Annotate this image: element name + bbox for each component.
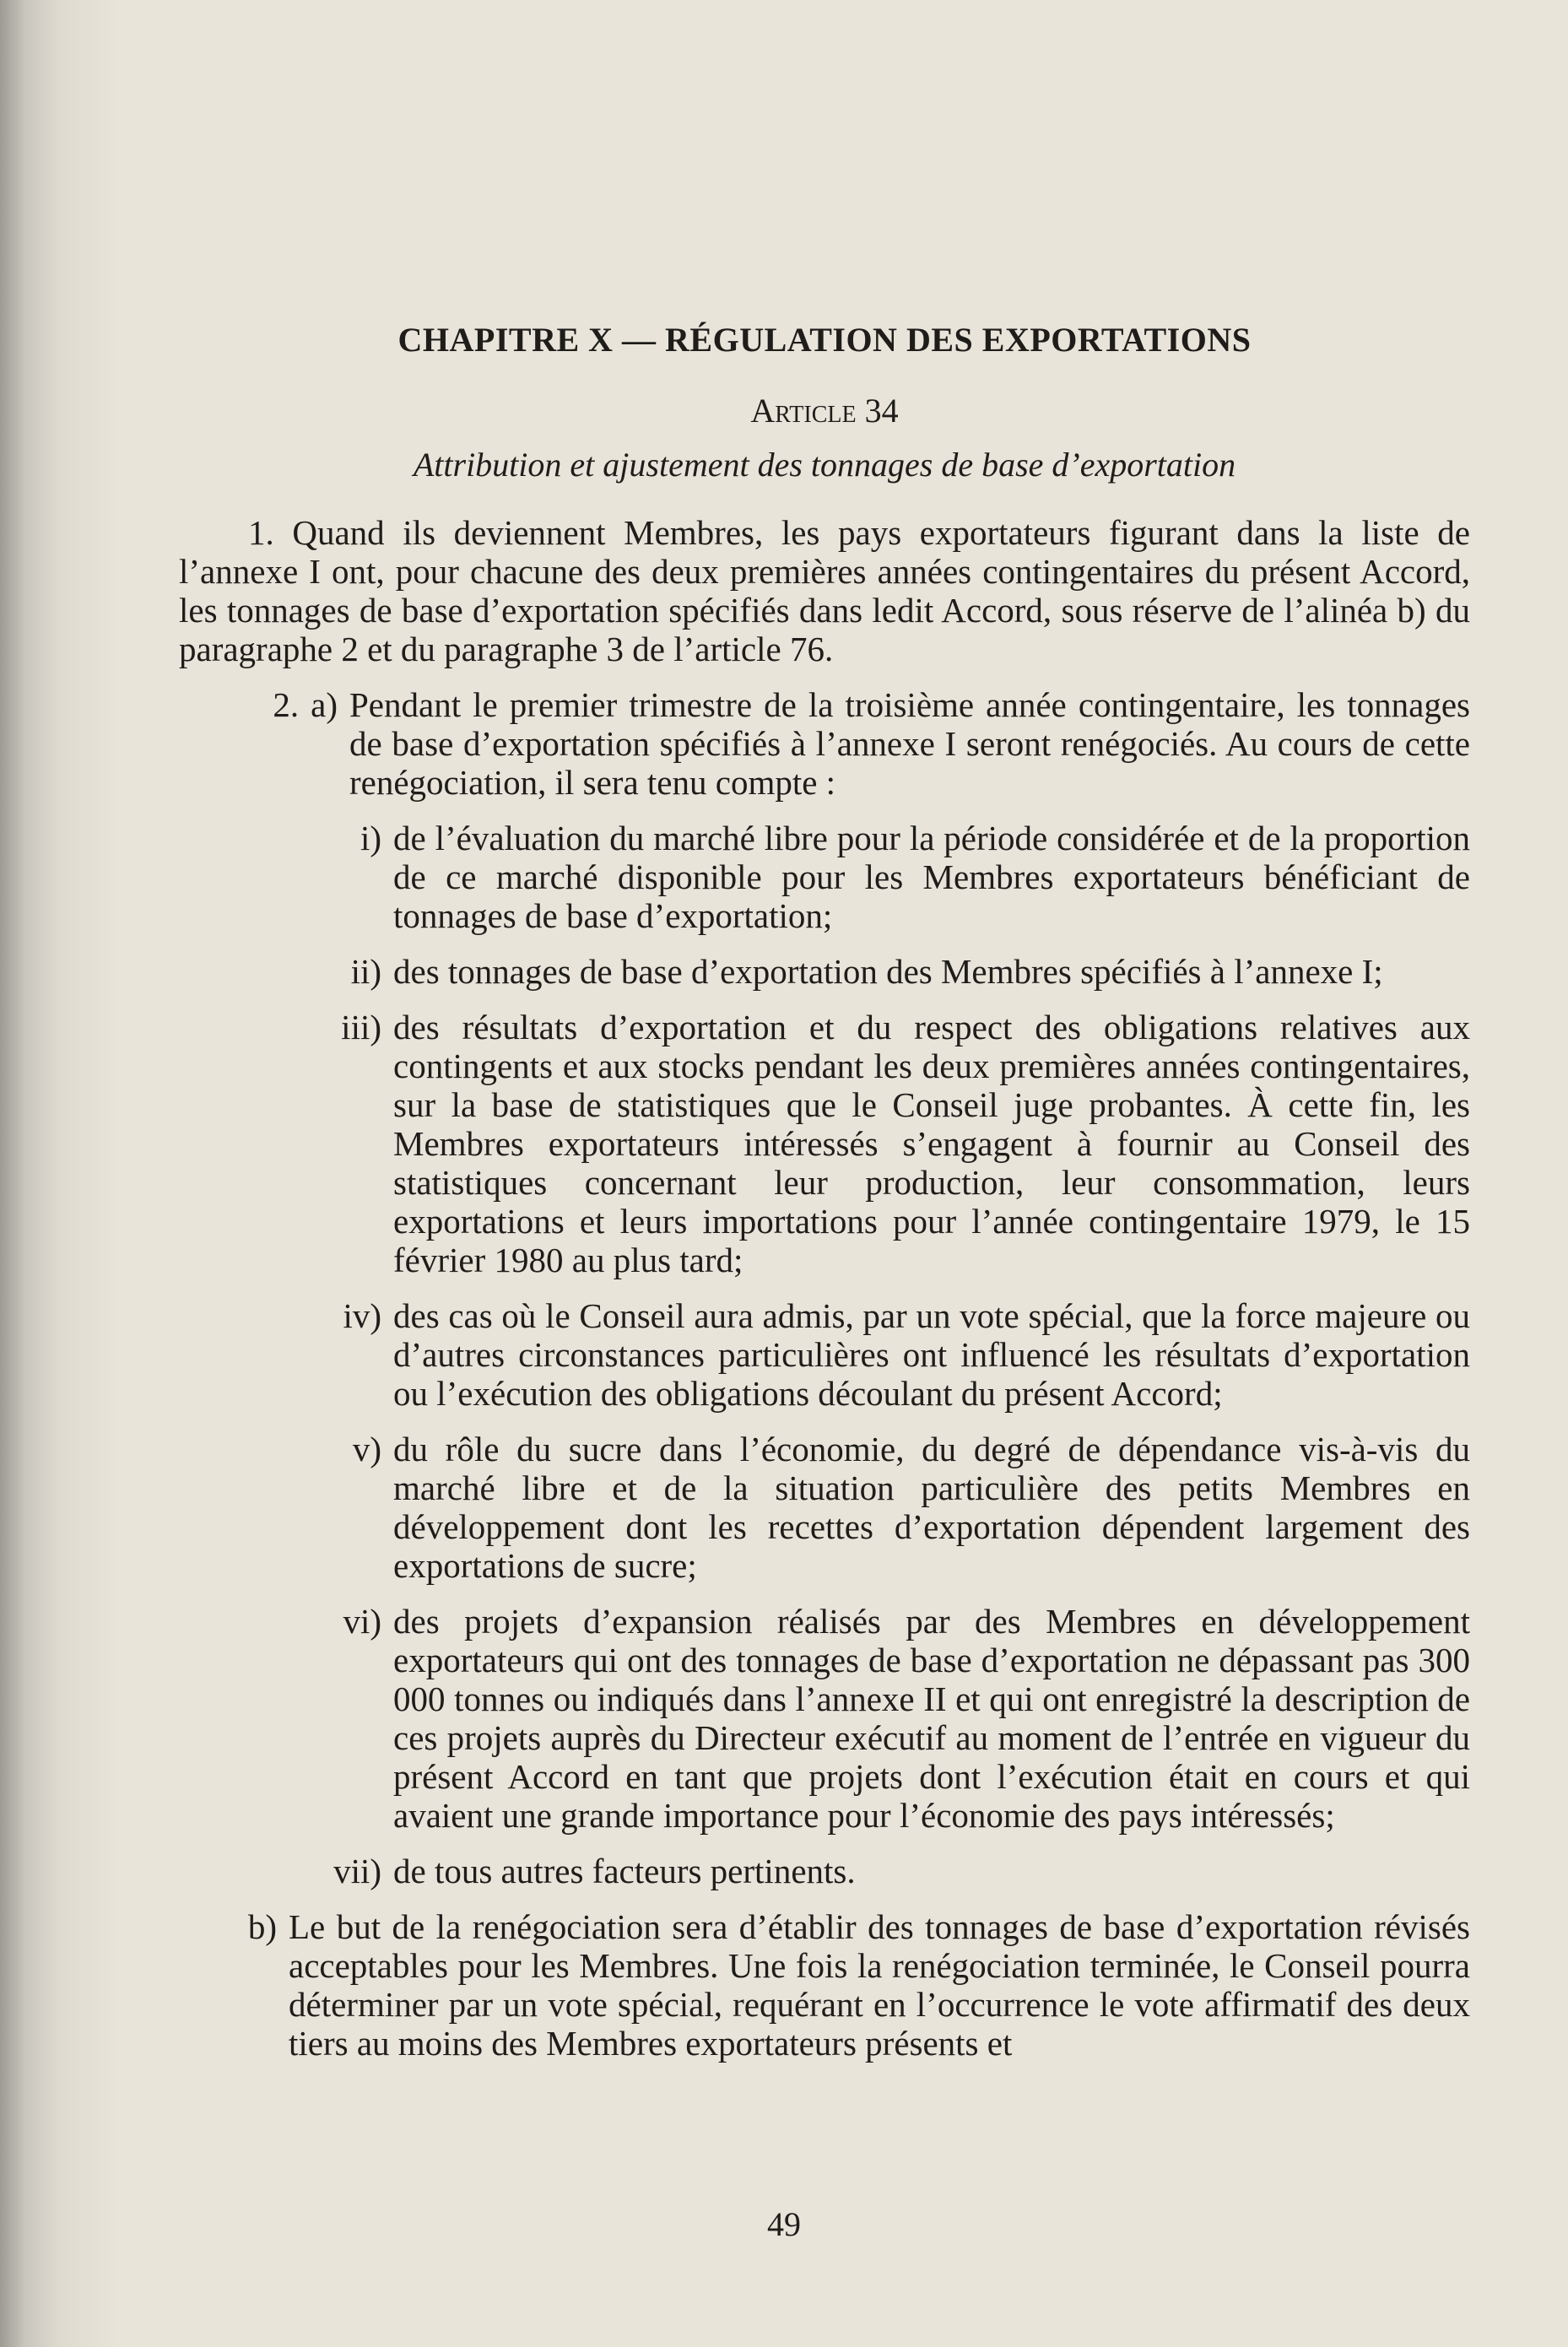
paragraph-2b-label: b) bbox=[247, 1907, 277, 1946]
list-item bbox=[179, 952, 1470, 991]
list-item-label: ii) bbox=[350, 952, 381, 991]
page-content bbox=[179, 321, 1470, 2079]
list-item-label: iv) bbox=[343, 1296, 381, 1335]
article-title: Article 34 bbox=[750, 392, 899, 430]
list-item bbox=[179, 1852, 1470, 1890]
chapter-title: CHAPITRE X — RÉGULATION DES EXPORTATIONS bbox=[397, 321, 1252, 359]
list-item-label: i) bbox=[360, 819, 381, 857]
paragraph-2a-label: a) bbox=[311, 685, 338, 724]
list-item-text: des tonnages de base d’exportation des Membres spécifiés à l’annexe I; bbox=[393, 952, 1383, 991]
list-item-text: de tous autres facteurs pertinents. bbox=[393, 1852, 856, 1890]
list-item-text: du rôle du sucre dans l’économie, du degré de dépendance vis-à-vis du marché libre et de la situation particulière des petits Membres en développement dont les recettes d’exportation dépendent largement des exportations de sucre; bbox=[393, 1430, 1470, 1585]
list-item bbox=[179, 1296, 1470, 1413]
list-item-label: v) bbox=[352, 1430, 381, 1468]
list-item-label: vi) bbox=[343, 1602, 381, 1641]
page-number: 49 bbox=[767, 2205, 801, 2243]
list-item-label: vii) bbox=[333, 1852, 381, 1890]
paragraph-2a-text: Pendant le premier trimestre de la troisième année contingentaire, les tonnages de base d’exportation spécifiés à l’annexe I seront renégociés. Au cours de cette renégociation, il sera tenu compte : bbox=[349, 685, 1470, 802]
paragraph-2b bbox=[179, 1907, 1470, 2063]
list-item bbox=[179, 1602, 1470, 1835]
paragraph-1-number: 1. bbox=[248, 513, 274, 552]
paragraph-1-text: Quand ils deviennent Membres, les pays exportateurs figurant dans la liste de l’annexe I ont, pour chacune des deux premières années contingentaires du présent Accord, les tonnages de base d’exportation spécifiés dans ledit Accord, sous réserve de l’alinéa b) du paragraphe 2 et du paragraphe 3 de l’article 76. bbox=[179, 513, 1471, 668]
list-item-text: de l’évaluation du marché libre pour la période considérée et de la proportion de ce marché disponible pour les Membres exportateurs bénéficiant de tonnages de base d’exportation; bbox=[393, 819, 1470, 935]
list-item-label: iii) bbox=[341, 1008, 381, 1046]
list-item bbox=[179, 819, 1470, 935]
article-subtitle: Attribution et ajustement des tonnages de base d’exportation bbox=[413, 446, 1236, 484]
paragraph-2b-text: Le but de la renégociation sera d’établir des tonnages de base d’exportation révisés acceptables pour les Membres. Une fois la renégociation terminée, le Conseil pourra déterminer par un vote spécial, requérant en l’occurrence le vote affirmatif des deux tiers au moins des Membres exportateurs présents et bbox=[289, 1907, 1470, 2063]
list-item-text: des résultats d’exportation et du respect des obligations relatives aux contingents et aux stocks pendant les deux premières années contingentaires, sur la base de statistiques que le Conseil juge probantes. À cette fin, les Membres exportateurs intéressés s’engagent à fournir au Conseil des statistiques concernant leur production, leur consommation, leurs exportations et leurs importations pour l’année contingentaire 1979, le 15 février 1980 au plus tard; bbox=[393, 1008, 1470, 1279]
paragraph-2-number: 2. bbox=[273, 685, 300, 724]
paragraph-1 bbox=[179, 513, 1470, 668]
paragraph-2a bbox=[179, 685, 1470, 802]
list-item-text: des projets d’expansion réalisés par des Membres en développement exportateurs qui ont des tonnages de base d’exportation ne dépassant pas 300 000 tonnes ou indiqués dans l’annexe II et qui ont enregistré la description de ces projets auprès du Directeur exécutif au moment de l’entrée en vigueur du présent Accord en tant que projets dont l’exécution était en cours et qui avaient une grande importance pour l’économie des pays intéressés; bbox=[393, 1602, 1470, 1835]
list-item bbox=[179, 1430, 1470, 1585]
list-item bbox=[179, 1008, 1470, 1279]
list-item-text: des cas où le Conseil aura admis, par un vote spécial, que la force majeure ou d’autres circonstances particulières ont influencé les résultats d’exportation ou l’exécution des obligations découlant du présent Accord; bbox=[393, 1296, 1470, 1413]
